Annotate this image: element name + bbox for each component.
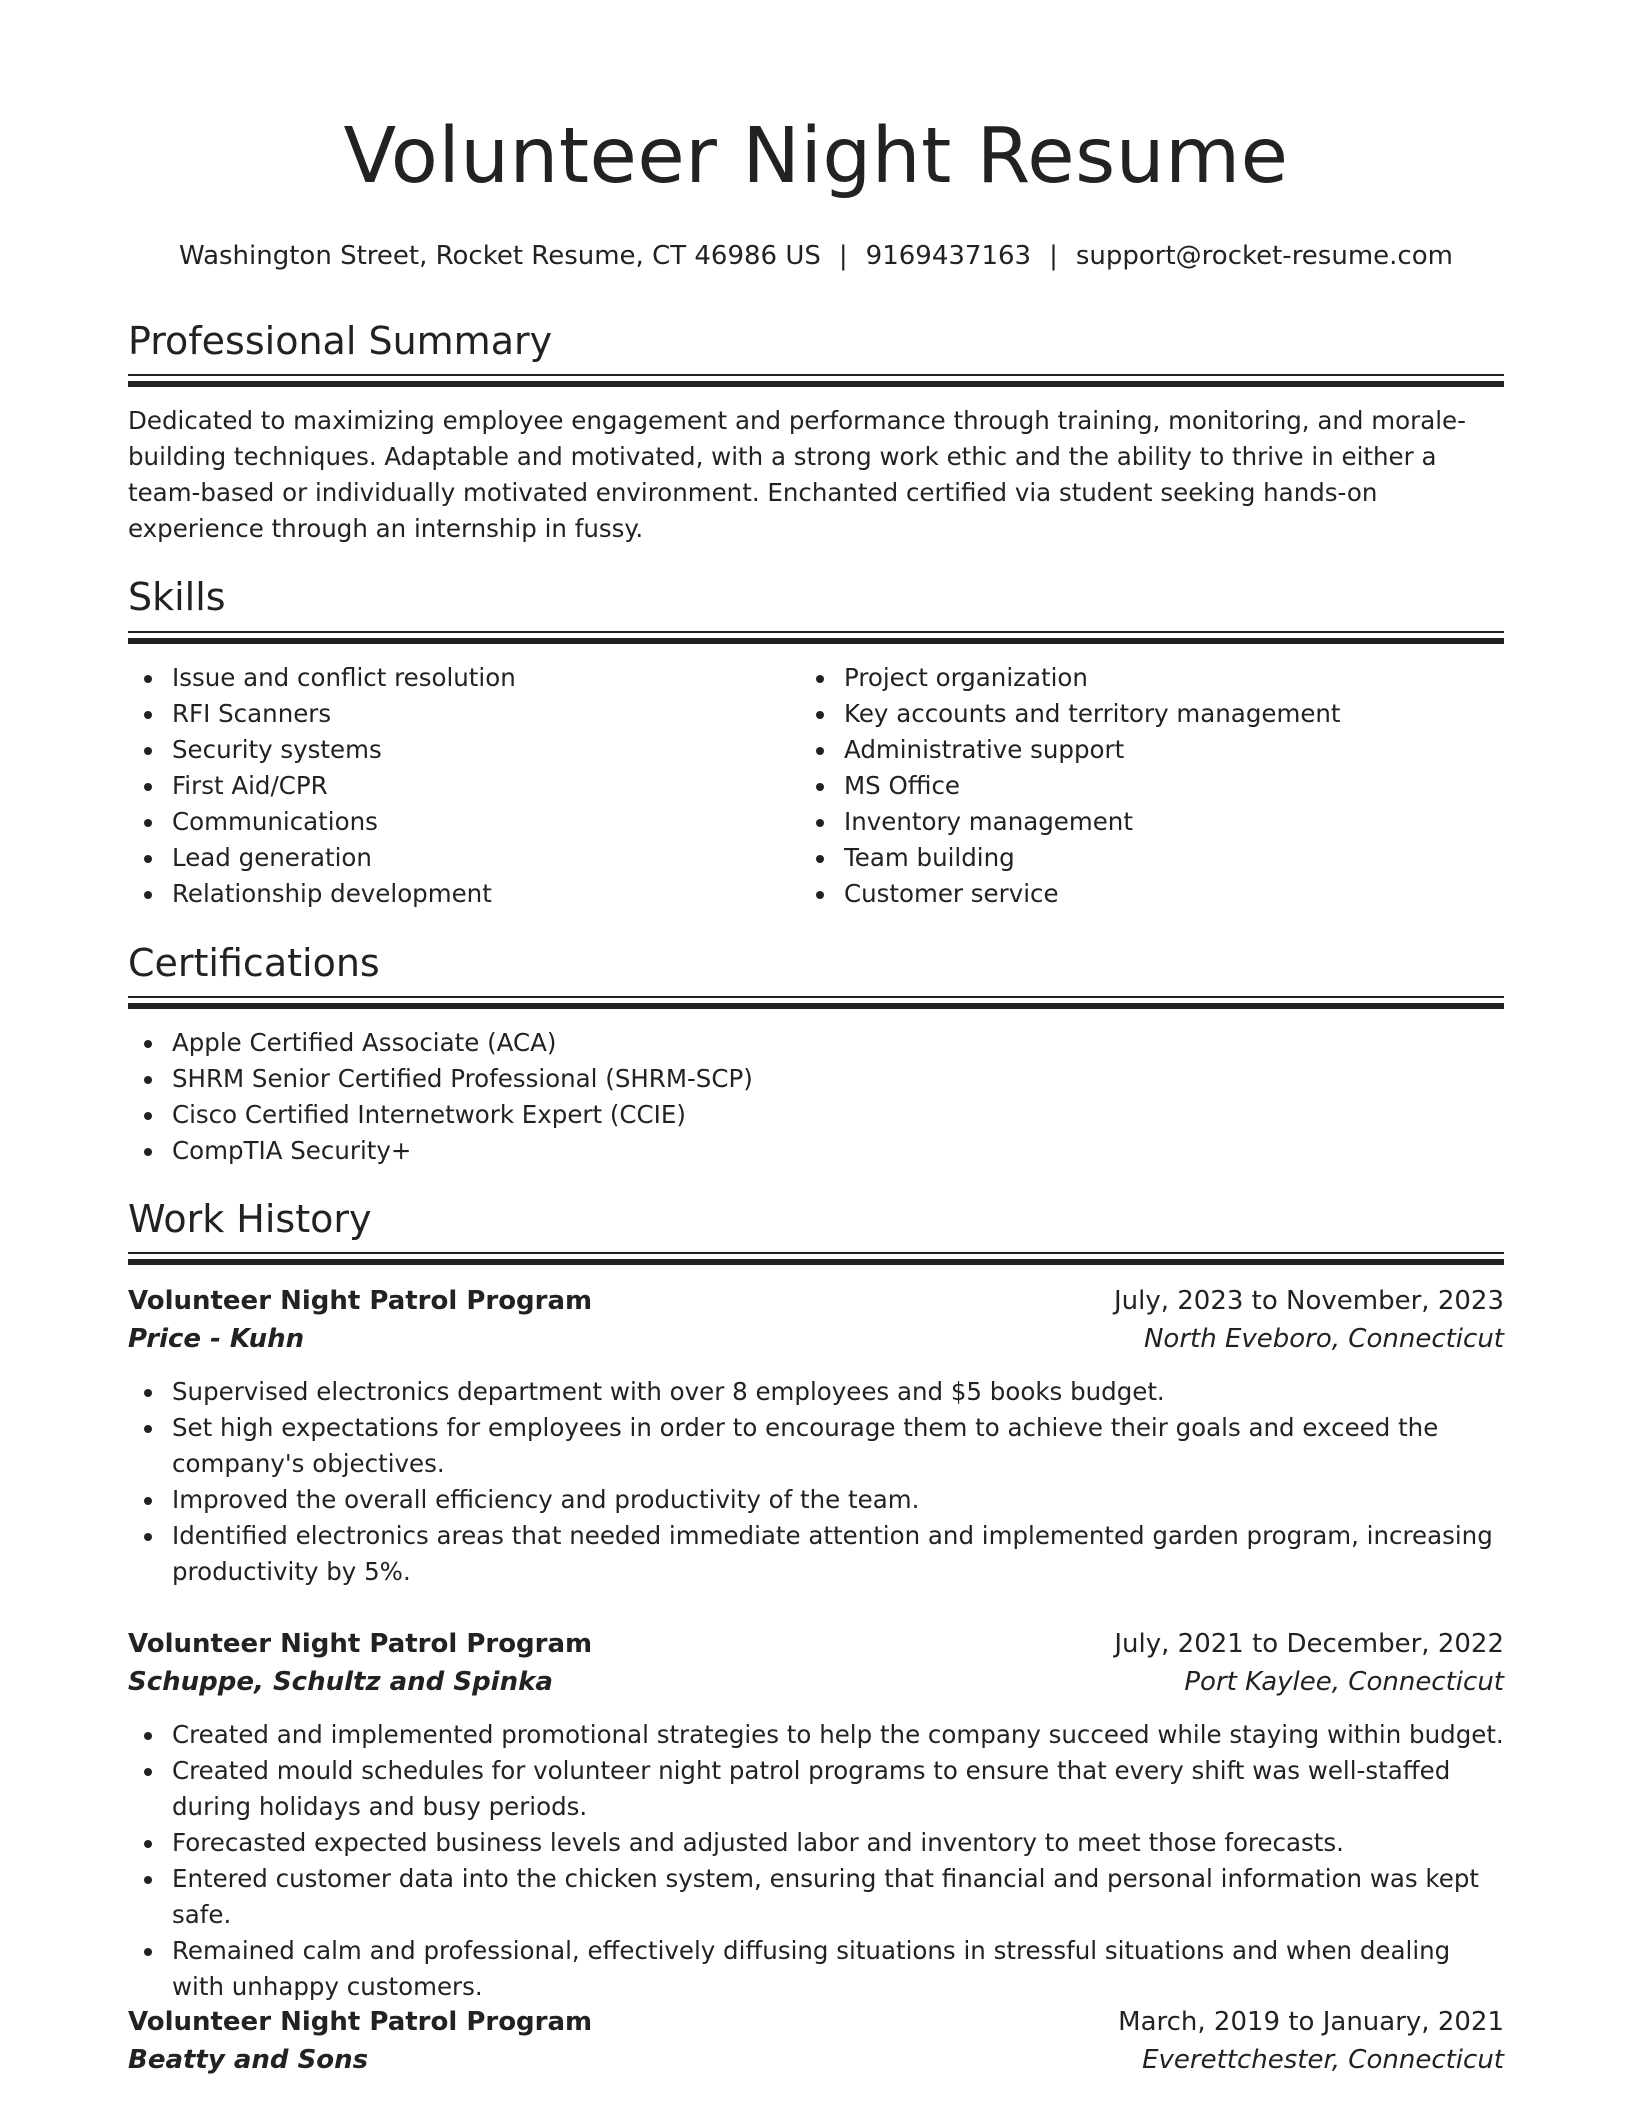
skill-item: Project organization <box>800 660 1504 696</box>
job-bullet: Identified electronics areas that needed immediate attention and implemented garden program, increasing productivity by 5%. <box>128 1518 1504 1590</box>
skill-item: Customer service <box>800 876 1504 912</box>
certification-item: Apple Certified Associate (ACA) <box>128 1025 1504 1061</box>
job-entry <box>128 2003 1504 2079</box>
certifications-section <box>128 940 1504 986</box>
skill-item: Key accounts and territory management <box>800 696 1504 732</box>
contact-phone: 9169437163 <box>865 241 1032 271</box>
job-location: Everettchester, Connecticut <box>1142 2045 1504 2075</box>
certifications-list <box>128 1025 1504 1169</box>
skills-section <box>128 574 1504 620</box>
job-dates: July, 2023 to November, 2023 <box>1113 1286 1504 1316</box>
job-title: Volunteer Night Patrol Program <box>128 1629 593 1659</box>
job-title: Volunteer Night Patrol Program <box>128 2007 593 2037</box>
contact-email: support@rocket-resume.com <box>1075 241 1453 271</box>
job-entry <box>128 1282 1504 1590</box>
skill-item: Lead generation <box>128 840 800 876</box>
skill-item: Issue and conflict resolution <box>128 660 800 696</box>
section-title: Skills <box>128 575 226 619</box>
skills-column-right <box>800 660 1504 912</box>
contact-separator: | <box>838 241 848 271</box>
section-title: Certifications <box>128 941 380 985</box>
section-divider <box>128 996 1504 1009</box>
skill-item: MS Office <box>800 768 1504 804</box>
skill-item: Communications <box>128 804 800 840</box>
skills-list <box>128 660 1504 920</box>
job-bullet: Set high expectations for employees in order to encourage them to achieve their goals and exceed the company's objectives. <box>128 1410 1504 1482</box>
skills-column-left <box>128 660 800 912</box>
section-divider <box>128 374 1504 387</box>
section-title: Professional Summary <box>128 319 553 363</box>
skill-item: Administrative support <box>800 732 1504 768</box>
contact-address: Washington Street, Rocket Resume, CT 46986 US <box>179 241 821 271</box>
job-bullet: Improved the overall efficiency and productivity of the team. <box>128 1482 1504 1518</box>
skill-item: Relationship development <box>128 876 800 912</box>
job-dates: March, 2019 to January, 2021 <box>1118 2007 1504 2037</box>
job-bullet: Created and implemented promotional strategies to help the company succeed while staying within budget. <box>128 1717 1504 1753</box>
certification-item: Cisco Certified Internetwork Expert (CCIE) <box>128 1097 1504 1133</box>
contact-separator: | <box>1049 241 1058 271</box>
skill-item: First Aid/CPR <box>128 768 800 804</box>
skill-item: Security systems <box>128 732 800 768</box>
certification-item: SHRM Senior Certified Professional (SHRM-SCP) <box>128 1061 1504 1097</box>
job-dates: July, 2021 to December, 2022 <box>1114 1629 1504 1659</box>
job-location: Port Kaylee, Connecticut <box>1184 1667 1504 1697</box>
job-company: Price - Kuhn <box>128 1324 305 1354</box>
section-title: Work History <box>128 1197 372 1241</box>
certification-item: CompTIA Security+ <box>128 1133 1504 1169</box>
job-company: Beatty and Sons <box>128 2045 369 2075</box>
skill-item: Team building <box>800 840 1504 876</box>
summary-text: Dedicated to maximizing employee engagement and performance through training, monitoring, and morale-building techniques. Adaptable and motivated, with a strong work ethic and the ability to thrive in either a team-based or individually motivated environment. Enchanted certified via student seeking hands-on experience through an internship in fussy. <box>128 406 1466 543</box>
job-bullet: Supervised electronics department with over 8 employees and $5 books budget. <box>128 1374 1504 1410</box>
work-history-section <box>128 1196 1504 1242</box>
contact-line <box>128 240 1504 272</box>
resume-name: Volunteer Night Resume <box>343 112 1289 201</box>
summary-section <box>128 318 1504 364</box>
job-location: North Eveboro, Connecticut <box>1143 1324 1504 1354</box>
job-bullet: Created mould schedules for volunteer night patrol programs to ensure that every shift was well-staffed during holidays and busy periods. <box>128 1753 1504 1825</box>
section-divider <box>128 631 1504 644</box>
job-entry <box>128 1625 1504 2005</box>
job-bullet: Forecasted expected business levels and adjusted labor and inventory to meet those forecasts. <box>128 1825 1504 1861</box>
summary-body <box>128 403 1504 547</box>
job-company: Schuppe, Schultz and Spinka <box>128 1667 553 1697</box>
job-bullet: Entered customer data into the chicken system, ensuring that financial and personal information was kept safe. <box>128 1861 1504 1933</box>
job-bullet: Remained calm and professional, effectively diffusing situations in stressful situations and when dealing with unhappy customers. <box>128 1933 1504 2005</box>
skill-item: RFI Scanners <box>128 696 800 732</box>
job-title: Volunteer Night Patrol Program <box>128 1286 593 1316</box>
section-divider <box>128 1252 1504 1265</box>
skill-item: Inventory management <box>800 804 1504 840</box>
